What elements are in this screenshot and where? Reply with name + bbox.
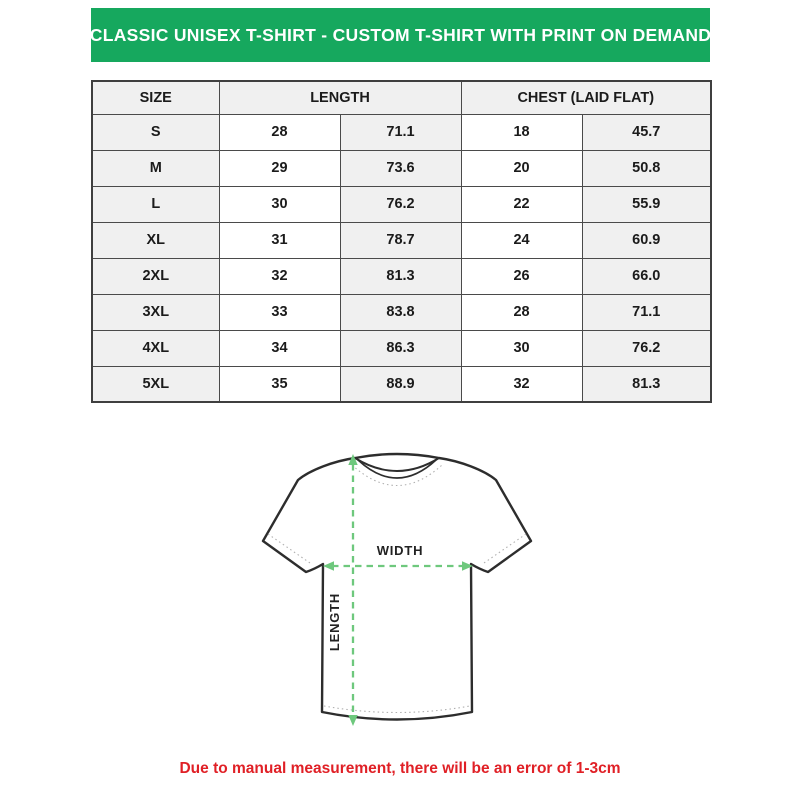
measurement-value: 83.8 [340,294,461,330]
size-row-5xl [92,366,711,402]
size-row-l [92,186,711,222]
measurement-value: 28 [219,114,340,150]
size-row-2xl [92,258,711,294]
measurement-value: 30 [461,330,582,366]
measurement-value: 81.3 [340,258,461,294]
size-label: 4XL [92,330,219,366]
measurement-value: 55.9 [582,186,711,222]
measurement-value: 78.7 [340,222,461,258]
size-row-s [92,114,711,150]
size-table [91,80,712,403]
size-table-body [92,114,711,402]
tshirt-diagram [252,440,543,737]
width-arrow-label: WIDTH [376,543,424,558]
col-header-size: SIZE [92,81,219,114]
measurement-value: 26 [461,258,582,294]
measurement-value: 60.9 [582,222,711,258]
size-label: S [92,114,219,150]
size-table-header [92,81,711,114]
measurement-value: 33 [219,294,340,330]
title-banner [91,8,710,62]
measurement-value: 88.9 [340,366,461,402]
tshirt-outline [263,454,531,720]
tshirt-illustration [252,440,543,737]
size-label: M [92,150,219,186]
measurement-value: 34 [219,330,340,366]
page-title: CLASSIC UNISEX T-SHIRT - CUSTOM T-SHIRT WITH PRINT ON DEMAND [89,24,712,45]
col-header-chest: CHEST (LAID FLAT) [461,81,711,114]
length-arrow-label: LENGTH [327,592,342,652]
size-label: L [92,186,219,222]
measurement-value: 45.7 [582,114,711,150]
size-row-m [92,150,711,186]
size-label: 2XL [92,258,219,294]
measurement-value: 32 [219,258,340,294]
size-label: 3XL [92,294,219,330]
measurement-value: 66.0 [582,258,711,294]
measurement-value: 32 [461,366,582,402]
measurement-value: 24 [461,222,582,258]
measurement-value: 28 [461,294,582,330]
measurement-value: 35 [219,366,340,402]
measurement-value: 22 [461,186,582,222]
measurement-value: 20 [461,150,582,186]
measurement-value: 86.3 [340,330,461,366]
col-header-length: LENGTH [219,81,461,114]
measurement-value: 81.3 [582,366,711,402]
measurement-value: 50.8 [582,150,711,186]
measurement-value: 71.1 [582,294,711,330]
size-row-4xl [92,330,711,366]
measurement-value: 76.2 [340,186,461,222]
size-row-3xl [92,294,711,330]
measurement-value: 30 [219,186,340,222]
measurement-value: 31 [219,222,340,258]
measurement-value: 76.2 [582,330,711,366]
size-row-xl [92,222,711,258]
size-label: 5XL [92,366,219,402]
measurement-value: 29 [219,150,340,186]
measurement-value: 73.6 [340,150,461,186]
measurement-value: 71.1 [340,114,461,150]
size-label: XL [92,222,219,258]
header-row [92,81,711,114]
measurement-value: 18 [461,114,582,150]
measurement-disclaimer: Due to manual measurement, there will be an error of 1-3cm [179,760,621,777]
